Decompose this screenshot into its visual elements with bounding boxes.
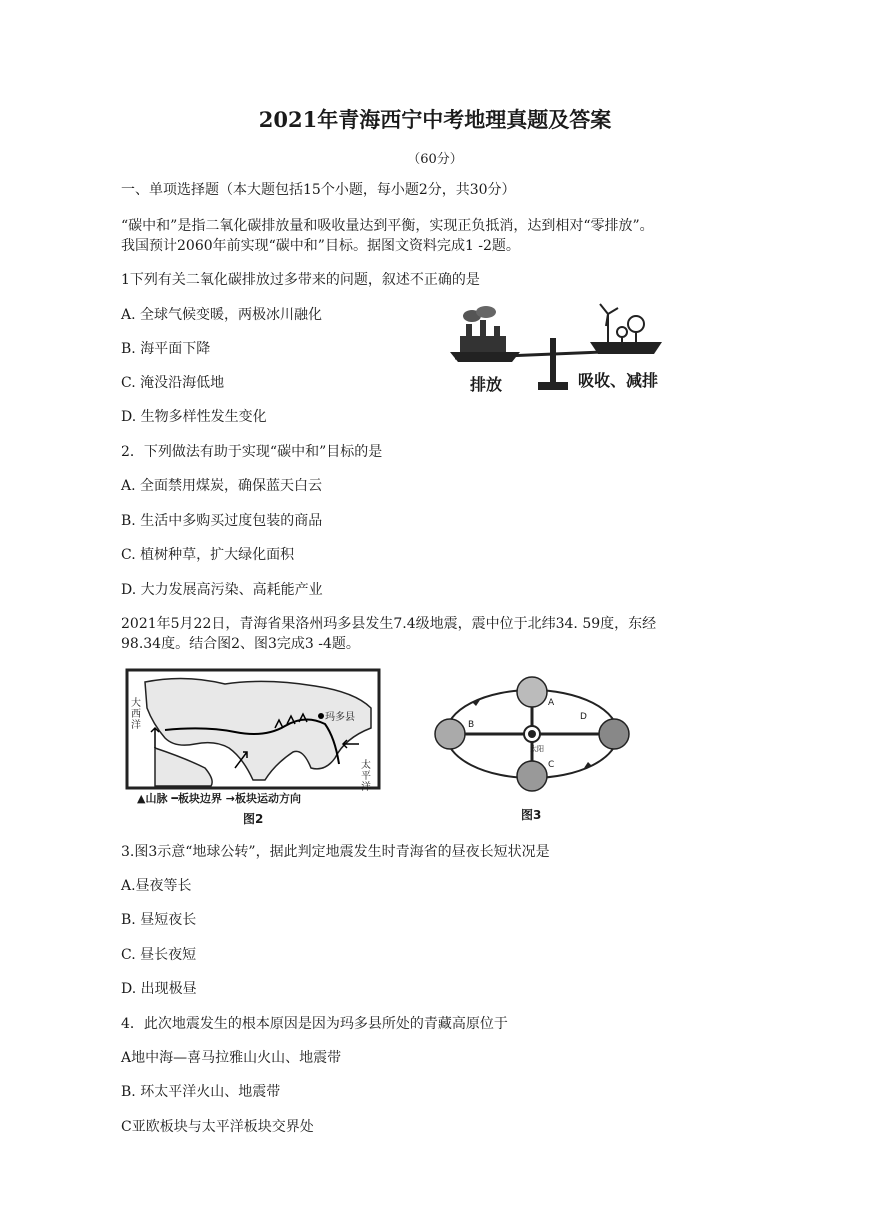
position-b-label: B [468, 720, 475, 730]
question-3-stem: 3.图3示意“地球公转”，据此判定地震发生时青海省的昼夜长短状况是 [121, 844, 550, 860]
question-2-option-d: D. 大力发展高污染、高耗能产业 [121, 582, 323, 598]
legend-boundary: 板块边界 [177, 792, 222, 805]
earth-orbit-figure [432, 672, 632, 798]
question-3-option-c: C. 昼长夜短 [121, 947, 197, 963]
intro-paragraph-line: “碳中和”是指二氧化碳排放量和吸收量达到平衡，实现正负抵消，达到相对“零排放”。 [121, 218, 654, 234]
map-legend [137, 790, 301, 806]
intro-paragraph-line: 2021年5月22日，青海省果洛州玛多县发生7.4级地震，震中位于北纬34. 59度，东经 [121, 616, 657, 632]
absorption-label: 吸收、减排 [578, 371, 659, 390]
section-heading: 一、单项选择题（本大题包括15个小题，每小题2分，共30分） [121, 182, 516, 198]
question-1-option-c: C. 淹没沿海低地 [121, 375, 225, 391]
carbon-balance-figure [440, 300, 670, 400]
emission-label: 排放 [470, 375, 503, 394]
question-2-option-a: A. 全面禁用煤炭，确保蓝天白云 [121, 478, 323, 494]
sun-label: 太阳 [530, 745, 544, 753]
question-2-option-b: B. 生活中多购买过度包装的商品 [121, 513, 323, 529]
question-3-option-a: A.昼夜等长 [121, 878, 192, 894]
madoi-county-label: 玛多县 [325, 712, 355, 723]
figure-2-caption: 图2 [243, 812, 264, 826]
boundary-legend-icon: ━ [171, 792, 178, 805]
question-4-stem: 4．此次地震发生的根本原因是因为玛多县所处的青藏高原位于 [121, 1016, 508, 1032]
question-1-option-b: B. 海平面下降 [121, 341, 211, 357]
mountain-legend-icon: ▲ [137, 792, 146, 805]
question-4-option-b: B. 环太平洋火山、地震带 [121, 1084, 281, 1100]
question-2-stem: 2．下列做法有助于实现“碳中和”目标的是 [121, 444, 383, 460]
question-2-option-c: C. 植树种草，扩大绿化面积 [121, 547, 295, 563]
pacific-label: 太平洋 [361, 760, 371, 793]
position-d-label: D [580, 712, 587, 722]
legend-mountain: 山脉 [145, 792, 168, 805]
question-4-option-a: A地中海—喜马拉雅山火山、地震带 [121, 1050, 342, 1066]
plate-map-figure [125, 668, 381, 808]
legend-movement: 板块运动方向 [235, 792, 301, 805]
figure-3-caption: 图3 [521, 808, 542, 822]
atlantic-label: 大西洋 [131, 698, 141, 731]
question-3-option-b: B. 昼短夜长 [121, 912, 197, 928]
arrow-legend-icon: → [225, 792, 235, 805]
question-1-option-d: D. 生物多样性发生变化 [121, 409, 267, 425]
position-a-label: A [548, 698, 555, 708]
intro-paragraph-line: 98.34度。结合图2、图3完成3 -4题。 [121, 636, 360, 652]
intro-paragraph-line: 我国预计2060年前实现“碳中和”目标。据图文资料完成1 -2题。 [121, 238, 520, 254]
question-1-option-a: A. 全球气候变暖，两极冰川融化 [121, 307, 323, 323]
position-c-label: C [548, 760, 555, 770]
question-3-option-d: D. 出现极昼 [121, 981, 197, 997]
question-4-option-c: C亚欧板块与太平洋板块交界处 [121, 1119, 314, 1135]
question-1-stem: 1下列有关二氧化碳排放过多带来的问题，叙述不正确的是 [121, 272, 480, 288]
total-score: （60分） [407, 152, 463, 167]
page-title: 2021年青海西宁中考地理真题及答案 [258, 107, 612, 132]
